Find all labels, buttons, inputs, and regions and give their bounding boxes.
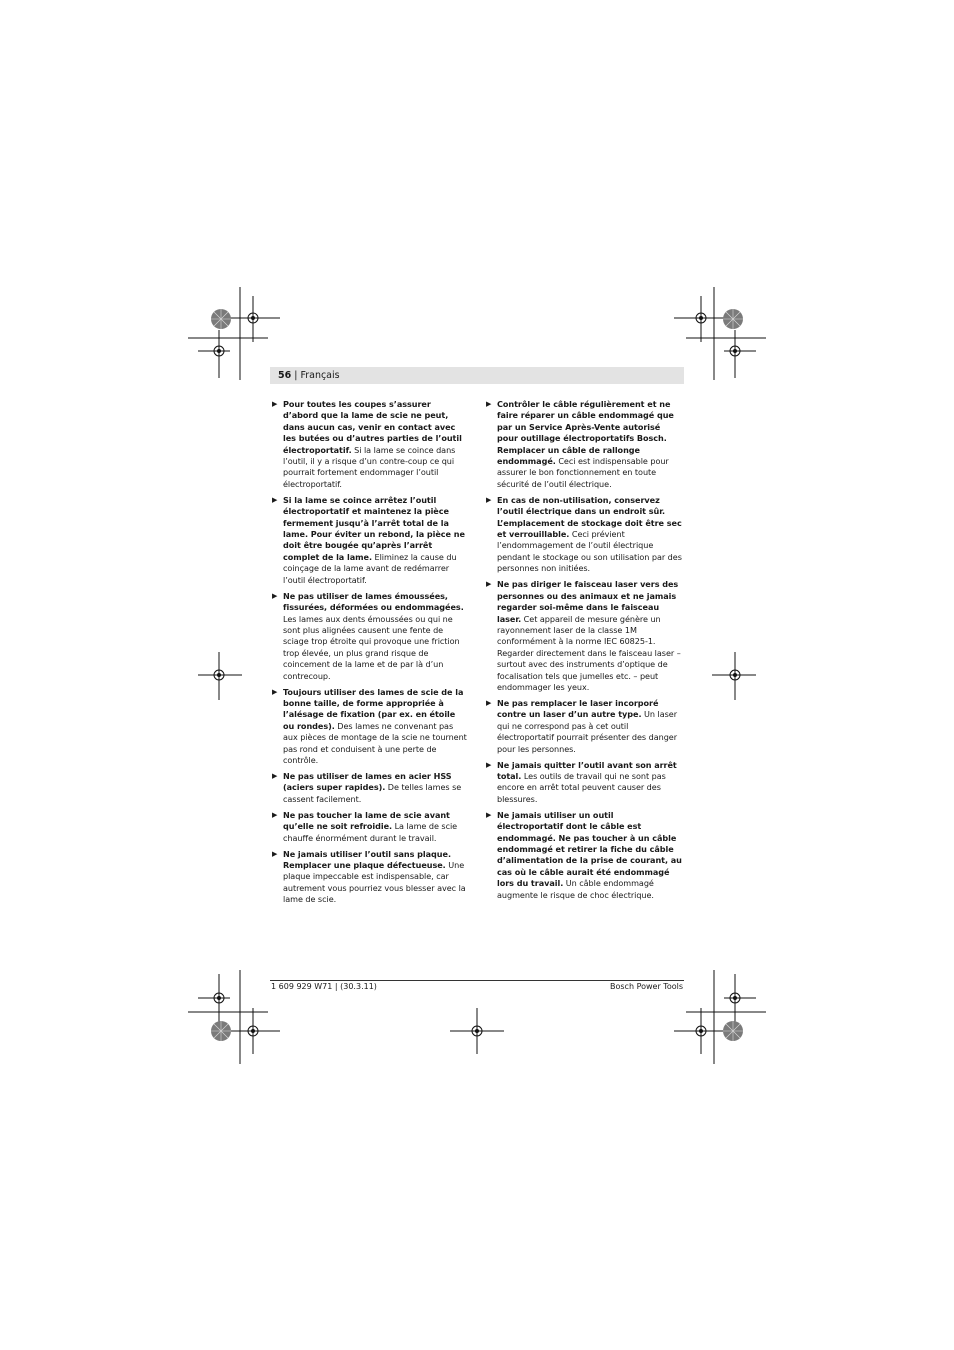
footer-divider <box>270 980 684 981</box>
page-number: 56 <box>278 370 292 381</box>
instruction-text: Un câble endommagé augmente le risque de choc électrique. <box>497 878 654 900</box>
bullet-arrow-icon: ▶ <box>272 849 278 858</box>
instruction-text: La lame de scie chauffe énormément durant le travail. <box>283 821 458 843</box>
instruction-bold-text: Ne jamais quitter l’outil avant son arrêt total. <box>497 759 677 781</box>
instruction-text: Si la lame se coince dans l’outil, il y a risque d’un contre-coup ce qui pourrait fortement endommager l’outil électroportatif. <box>283 444 456 489</box>
footer-brand: Bosch Power Tools <box>610 982 683 991</box>
bullet-arrow-icon: ▶ <box>272 591 278 600</box>
instruction-text: Les outils de travail qui ne sont pas encore en arrêt total peuvent causer des blessures. <box>497 770 666 804</box>
instruction-bold-text: Ne pas toucher la lame de scie avant qu’elle ne soit refroidie. <box>283 809 450 832</box>
safety-instruction <box>486 495 682 575</box>
safety-instruction <box>486 810 682 901</box>
safety-instruction <box>486 698 682 755</box>
instruction-text: Un laser qui ne correspond pas à cet outil électroportatif pourrait présenter des danger pour les personnes. <box>497 709 677 754</box>
safety-instruction <box>272 399 468 490</box>
bullet-arrow-icon: ▶ <box>486 400 492 408</box>
bullet-arrow-icon: ▶ <box>272 687 278 696</box>
instruction-bold-text: Ne jamais utiliser un outil électroportatif dont le câble est endommagé. Ne pas toucher à un câble endommagé et retirer la fiche du câble d’alimentation de la prise de courant, au cas où le câble aurait été endommagé lors du travail. <box>497 809 682 889</box>
right-column <box>486 399 682 906</box>
instruction-text: Une plaque impeccable est indispensable, car autrement vous pourriez vous blesser avec la lame de scie. <box>283 860 466 905</box>
instruction-bold-text: Ne jamais utiliser l’outil sans plaque. Remplacer une plaque défectueuse. <box>283 848 451 870</box>
page-header <box>270 367 684 384</box>
bullet-arrow-icon: ▶ <box>486 760 492 769</box>
safety-instruction <box>272 495 468 586</box>
instruction-text: Eliminez la cause du coinçage de la lame avant de redémarrer l’outil électroportatif. <box>283 551 457 585</box>
instruction-text: Ceci prévient l’endommagement de l’outil électrique pendant le stockage ou son utilisation par des personnes non initiées. <box>497 529 682 574</box>
instruction-bold-text: Ne pas diriger le faisceau laser vers des personnes ou des animaux et ne jamais regarder soi-même dans le faisceau laser. <box>497 579 679 624</box>
safety-instruction <box>486 579 682 693</box>
instruction-bold-text: Ne pas utiliser de lames en acier HSS (aciers super rapides). <box>283 770 452 793</box>
safety-instruction <box>272 810 468 844</box>
safety-instruction <box>486 760 682 806</box>
instruction-text: Cet appareil de mesure génère un rayonnement laser de la classe 1M conformément à la norme IEC 60825-1. Regarder directement dans le faisceau laser – surtout avec des instruments d’optique de focalisation tels que jumelles etc. – peut endommager les yeux. <box>497 613 681 692</box>
instruction-bold-text: En cas de non-utilisation, conservez l’outil électrique dans un endroit sûr. L’emplacement de stockage doit être sec et verrouillable. <box>497 494 682 540</box>
instruction-text: Des lames ne convenant pas aux pièces de montage de la scie ne tournent pas rond et conduisent à une perte de contrôle. <box>283 720 467 765</box>
instruction-text: Les lames aux dents émoussées ou qui ne sont plus alignées causent une fente de sciage trop étroite qui provoque une friction trop élevée, un plus grand risque de coincement de la lame et de par là d’un contrecoup. <box>283 613 460 681</box>
footer-document-id: 1 609 929 W71 | (30.3.11) <box>271 982 377 991</box>
instruction-bold-text: Pour toutes les coupes s’assurer d’abord que la lame de scie ne peut, dans aucun cas, venir en contact avec les butées ou d’autres parties de l’outil électroportatif. <box>283 399 462 455</box>
instruction-bold-text: Contrôler le câble régulièrement et ne faire réparer un câble endommagé que par un Service Après-Vente autorisé pour outillage électroportatifs Bosch. Remplacer un câble de rallonge endommagé. <box>497 399 674 467</box>
bullet-arrow-icon: ▶ <box>486 698 492 707</box>
left-column <box>272 399 468 910</box>
bullet-arrow-icon: ▶ <box>486 495 492 504</box>
instruction-bold-text: Si la lame se coince arrêtez l’outil électroportatif et maintenez la pièce fermement jusqu’à l’arrêt total de la lame. Pour éviter un rebond, la pièce ne doit être bougée qu’après l’arrêt complet de la lame. <box>283 494 465 562</box>
header-separator: | <box>294 370 298 381</box>
bullet-arrow-icon: ▶ <box>272 495 278 504</box>
safety-instruction <box>272 591 468 682</box>
bullet-arrow-icon: ▶ <box>486 580 492 589</box>
instruction-bold-text: Toujours utiliser des lames de scie de la bonne taille, de forme appropriée à l’alésage de fixation (par ex. en étoile ou rondes). <box>283 686 464 731</box>
safety-instruction <box>272 771 468 805</box>
bullet-arrow-icon: ▶ <box>272 400 278 408</box>
instruction-text: Ceci est indispensable pour assurer le bon fonctionnement en toute sécurité de l’outil électrique. <box>497 456 669 489</box>
safety-instruction <box>272 849 468 906</box>
instruction-text: De telles lames se cassent facilement. <box>283 782 462 804</box>
instruction-bold-text: Ne pas remplacer le laser incorporé contre un laser d’un autre type. <box>497 697 659 720</box>
safety-instruction <box>486 399 682 490</box>
safety-instruction <box>272 687 468 767</box>
section-title: Français <box>300 370 340 381</box>
bullet-arrow-icon: ▶ <box>486 810 492 819</box>
bullet-arrow-icon: ▶ <box>272 810 278 819</box>
instruction-bold-text: Ne pas utiliser de lames émoussées, fissurées, déformées ou endommagées. <box>283 590 464 613</box>
bullet-arrow-icon: ▶ <box>272 771 278 780</box>
